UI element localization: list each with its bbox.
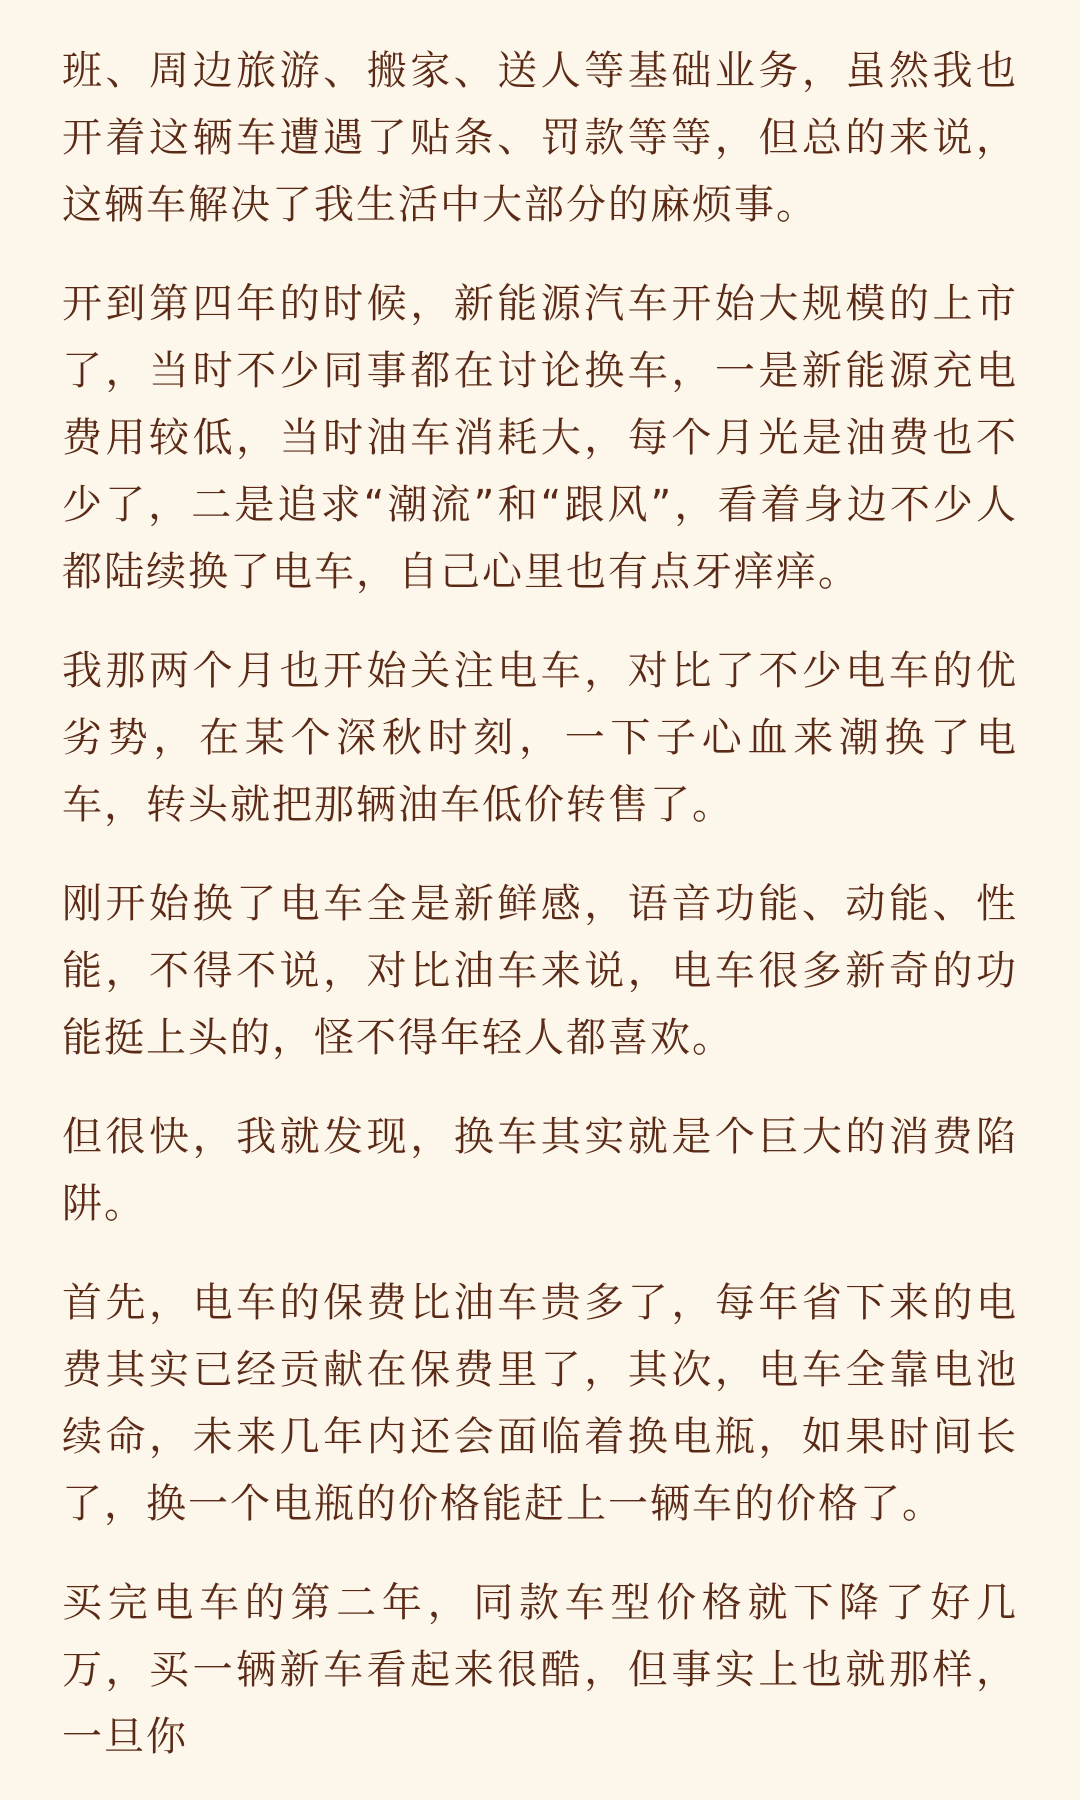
article-paragraph-1: 班、周边旅游、搬家、送人等基础业务，虽然我也开着这辆车遭遇了贴条、罚款等等，但总的来说，这辆车解决了我生活中大部分的麻烦事。	[62, 48, 1018, 228]
article-paragraph-4: 刚开始换了电车全是新鲜感，语音功能、动能、性能，不得不说，对比油车来说，电车很多新奇的功能挺上头的，怪不得年轻人都喜欢。	[62, 881, 1018, 1061]
article-paragraph-2: 开到第四年的时候，新能源汽车开始大规模的上市了，当时不少同事都在讨论换车，一是新能源充电费用较低，当时油车消耗大，每个月光是油费也不少了，二是追求“潮流”和“跟风”，看着身边不少人都陆续换了电车，自己心里也有点牙痒痒。	[62, 281, 1018, 595]
article-paragraph-7: 买完电车的第二年，同款车型价格就下降了好几万，买一辆新车看起来很酷，但事实上也就那样，一旦你	[62, 1580, 1018, 1760]
article-paragraph-6: 首先，电车的保费比油车贵多了，每年省下来的电费其实已经贡献在保费里了，其次，电车全靠电池续命，未来几年内还会面临着换电瓶，如果时间长了，换一个电瓶的价格能赶上一辆车的价格了。	[62, 1280, 1018, 1527]
article-paragraph-3: 我那两个月也开始关注电车，对比了不少电车的优劣势，在某个深秋时刻，一下子心血来潮换了电车，转头就把那辆油车低价转售了。	[62, 648, 1018, 828]
article-paragraph-5: 但很快，我就发现，换车其实就是个巨大的消费陷阱。	[62, 1114, 1018, 1227]
article-body	[62, 38, 1018, 1771]
